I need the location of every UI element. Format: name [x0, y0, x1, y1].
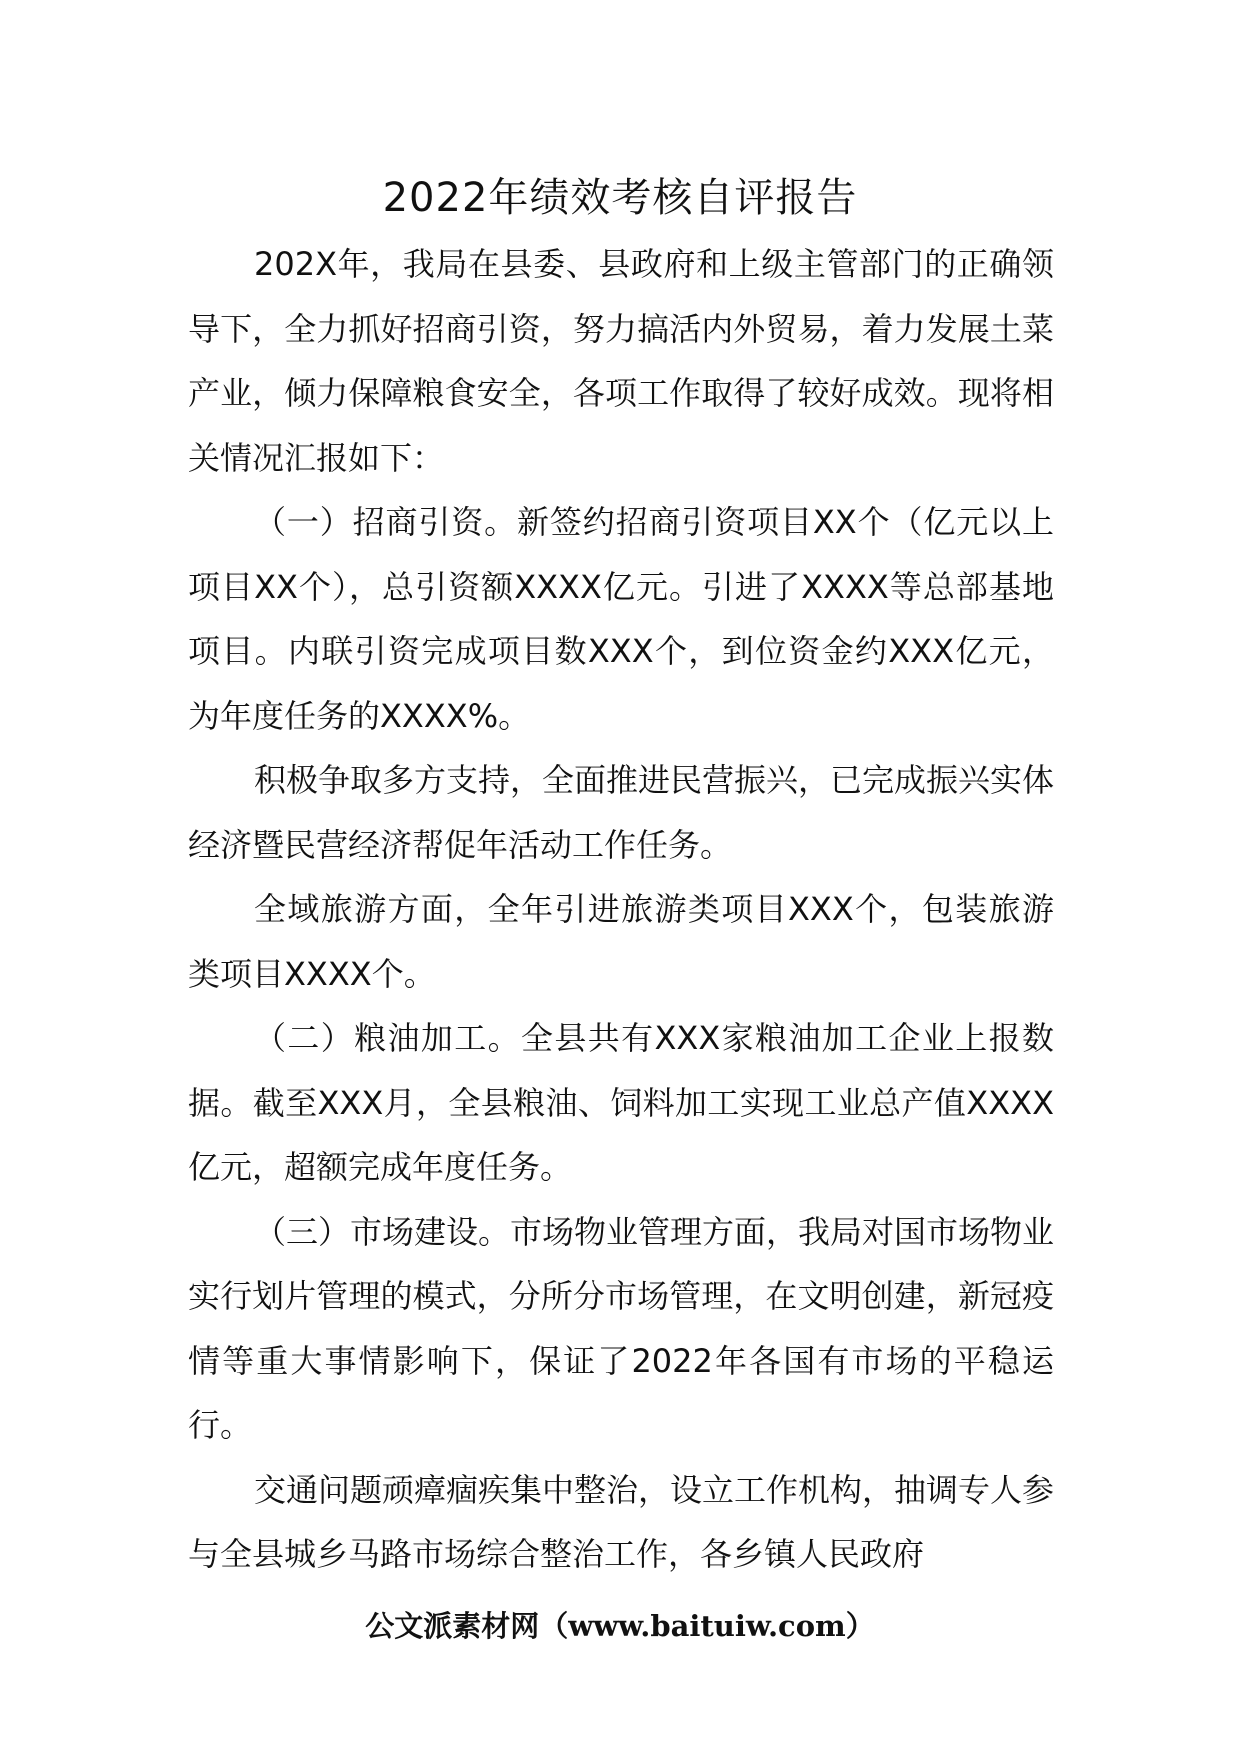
- paragraph-private-economy: 积极争取多方支持，全面推进民营振兴，已完成振兴实体经济暨民营经济帮促年活动工作任务。: [188, 761, 1055, 864]
- paragraph-tourism: 全域旅游方面，全年引进旅游类项目XXX个，包装旅游类项目XXXX个。: [188, 890, 1054, 993]
- paragraph-traffic: 交通问题顽瘴痼疾集中整治，设立工作机构，抽调专人参与全县城乡马路市场综合整治工作，各乡镇人民政府: [188, 1470, 1055, 1573]
- document-body: [188, 232, 1054, 1587]
- footer-source: 公文派素材网（www.baituiw.com）: [365, 1609, 875, 1643]
- document-title: 2022年绩效考核自评报告: [382, 175, 858, 221]
- paragraph-intro: 202X年，我局在县委、县政府和上级主管部门的正确领导下，全力抓好招商引资，努力搞活内外贸易，着力发展土菜产业，倾力保障粮食安全，各项工作取得了较好成效。现将相关情况汇报如下：: [188, 245, 1054, 477]
- paragraph-market-construction: （三）市场建设。市场物业管理方面，我局对国市场物业实行划片管理的模式，分所分市场管理，在文明创建，新冠疫情等重大事情影响下，保证了2022年各国有市场的平稳运行。: [188, 1212, 1055, 1444]
- paragraph-investment: （一）招商引资。新签约招商引资项目XX个（亿元以上项目XX个），总引资额XXXX亿元。引进了XXXX等总部基地项目。内联引资完成项目数XXX个，到位资金约XXX亿元，为年度任务的XXXX%。: [188, 503, 1054, 735]
- paragraph-grain-oil: （二）粮油加工。全县共有XXX家粮油加工企业上报数据。截至XXX月，全县粮油、饲料加工实现工业总产值XXXX亿元，超额完成年度任务。: [188, 1019, 1054, 1186]
